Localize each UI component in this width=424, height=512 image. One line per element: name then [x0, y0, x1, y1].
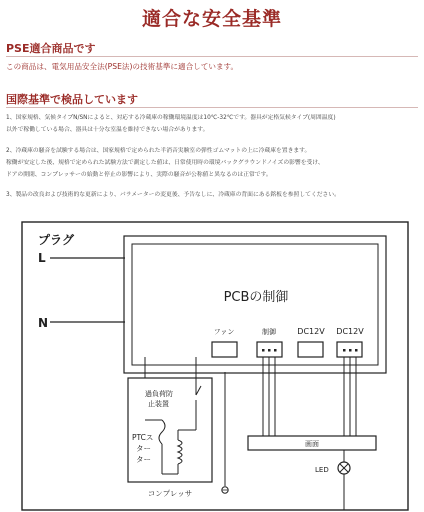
- l-label: L: [38, 251, 46, 265]
- ptc-starter-label: PTCス: [132, 433, 154, 442]
- n-label: N: [38, 316, 49, 330]
- display-label: 画面: [305, 440, 319, 448]
- led-label: LED: [315, 466, 329, 474]
- overload-protector-label: 止装置: [148, 400, 169, 408]
- pcb-label: PCBの制御: [223, 290, 289, 305]
- ptc-starter-label: ター: [136, 444, 151, 453]
- paragraph-line: 稼働が安定した後、規格で定められた試験方法で測定した値は、日常使用時の環境バックグラウンドノイズの影響を受け、: [6, 160, 324, 166]
- pse-heading: PSE適合商品です: [6, 42, 96, 55]
- overload-protector-label: 過負荷防: [145, 390, 173, 398]
- terminal-pin: [274, 349, 277, 352]
- terminal-pin: [262, 349, 265, 352]
- terminal-dc12v-1: [298, 342, 323, 357]
- terminal-dc12v-label: DC12V: [297, 327, 325, 336]
- terminal-pin: [268, 349, 271, 352]
- pse-description: この商品は、電気用品安全法(PSE法)の技術基準に適合しています。: [6, 62, 239, 71]
- paragraph-line: 1、国家規格、気候タイプN/SNによると、対応する冷蔵庫の稼働環境温度は10℃-32℃です。器具が定格気候タイプ(周囲温度): [6, 115, 336, 121]
- terminal-control-label: 制御: [262, 328, 276, 336]
- terminal-pin: [343, 349, 346, 352]
- plug-label: プラグ: [38, 233, 75, 247]
- page-title: 適合な安全基準: [141, 8, 282, 30]
- terminal-pin: [349, 349, 352, 352]
- paragraph-line: ドアの開閉、コンプレッサーの始動と停止の影響により、実際の騒音が公称値と異なるのは正常です。: [6, 172, 272, 178]
- paragraph-line: 2、冷蔵庫の騒音を試験する場合は、国家規格で定められた半消音実験室の弾性ゴムマットの上に冷蔵庫を置きます。: [6, 148, 311, 154]
- terminal-pin: [355, 349, 358, 352]
- compressor-label: コンプレッサ: [147, 489, 193, 498]
- terminal-fan: [212, 342, 237, 357]
- paragraph-line: 以外で稼働している場合、器具は十分な室温を維持できない場合があります。: [6, 127, 209, 133]
- paragraph-line: 3、製品の改良および技術的な更新により、パラメーターの変更後、予告なしに、冷蔵庫の背面にある銘板を参照してください。: [6, 192, 340, 198]
- terminal-fan-label: ファン: [213, 328, 235, 336]
- terminal-dc12v-label: DC12V: [336, 327, 364, 336]
- intl-standard-heading: 国際基準で検品しています: [6, 93, 138, 106]
- ptc-starter-label: ター: [136, 455, 151, 464]
